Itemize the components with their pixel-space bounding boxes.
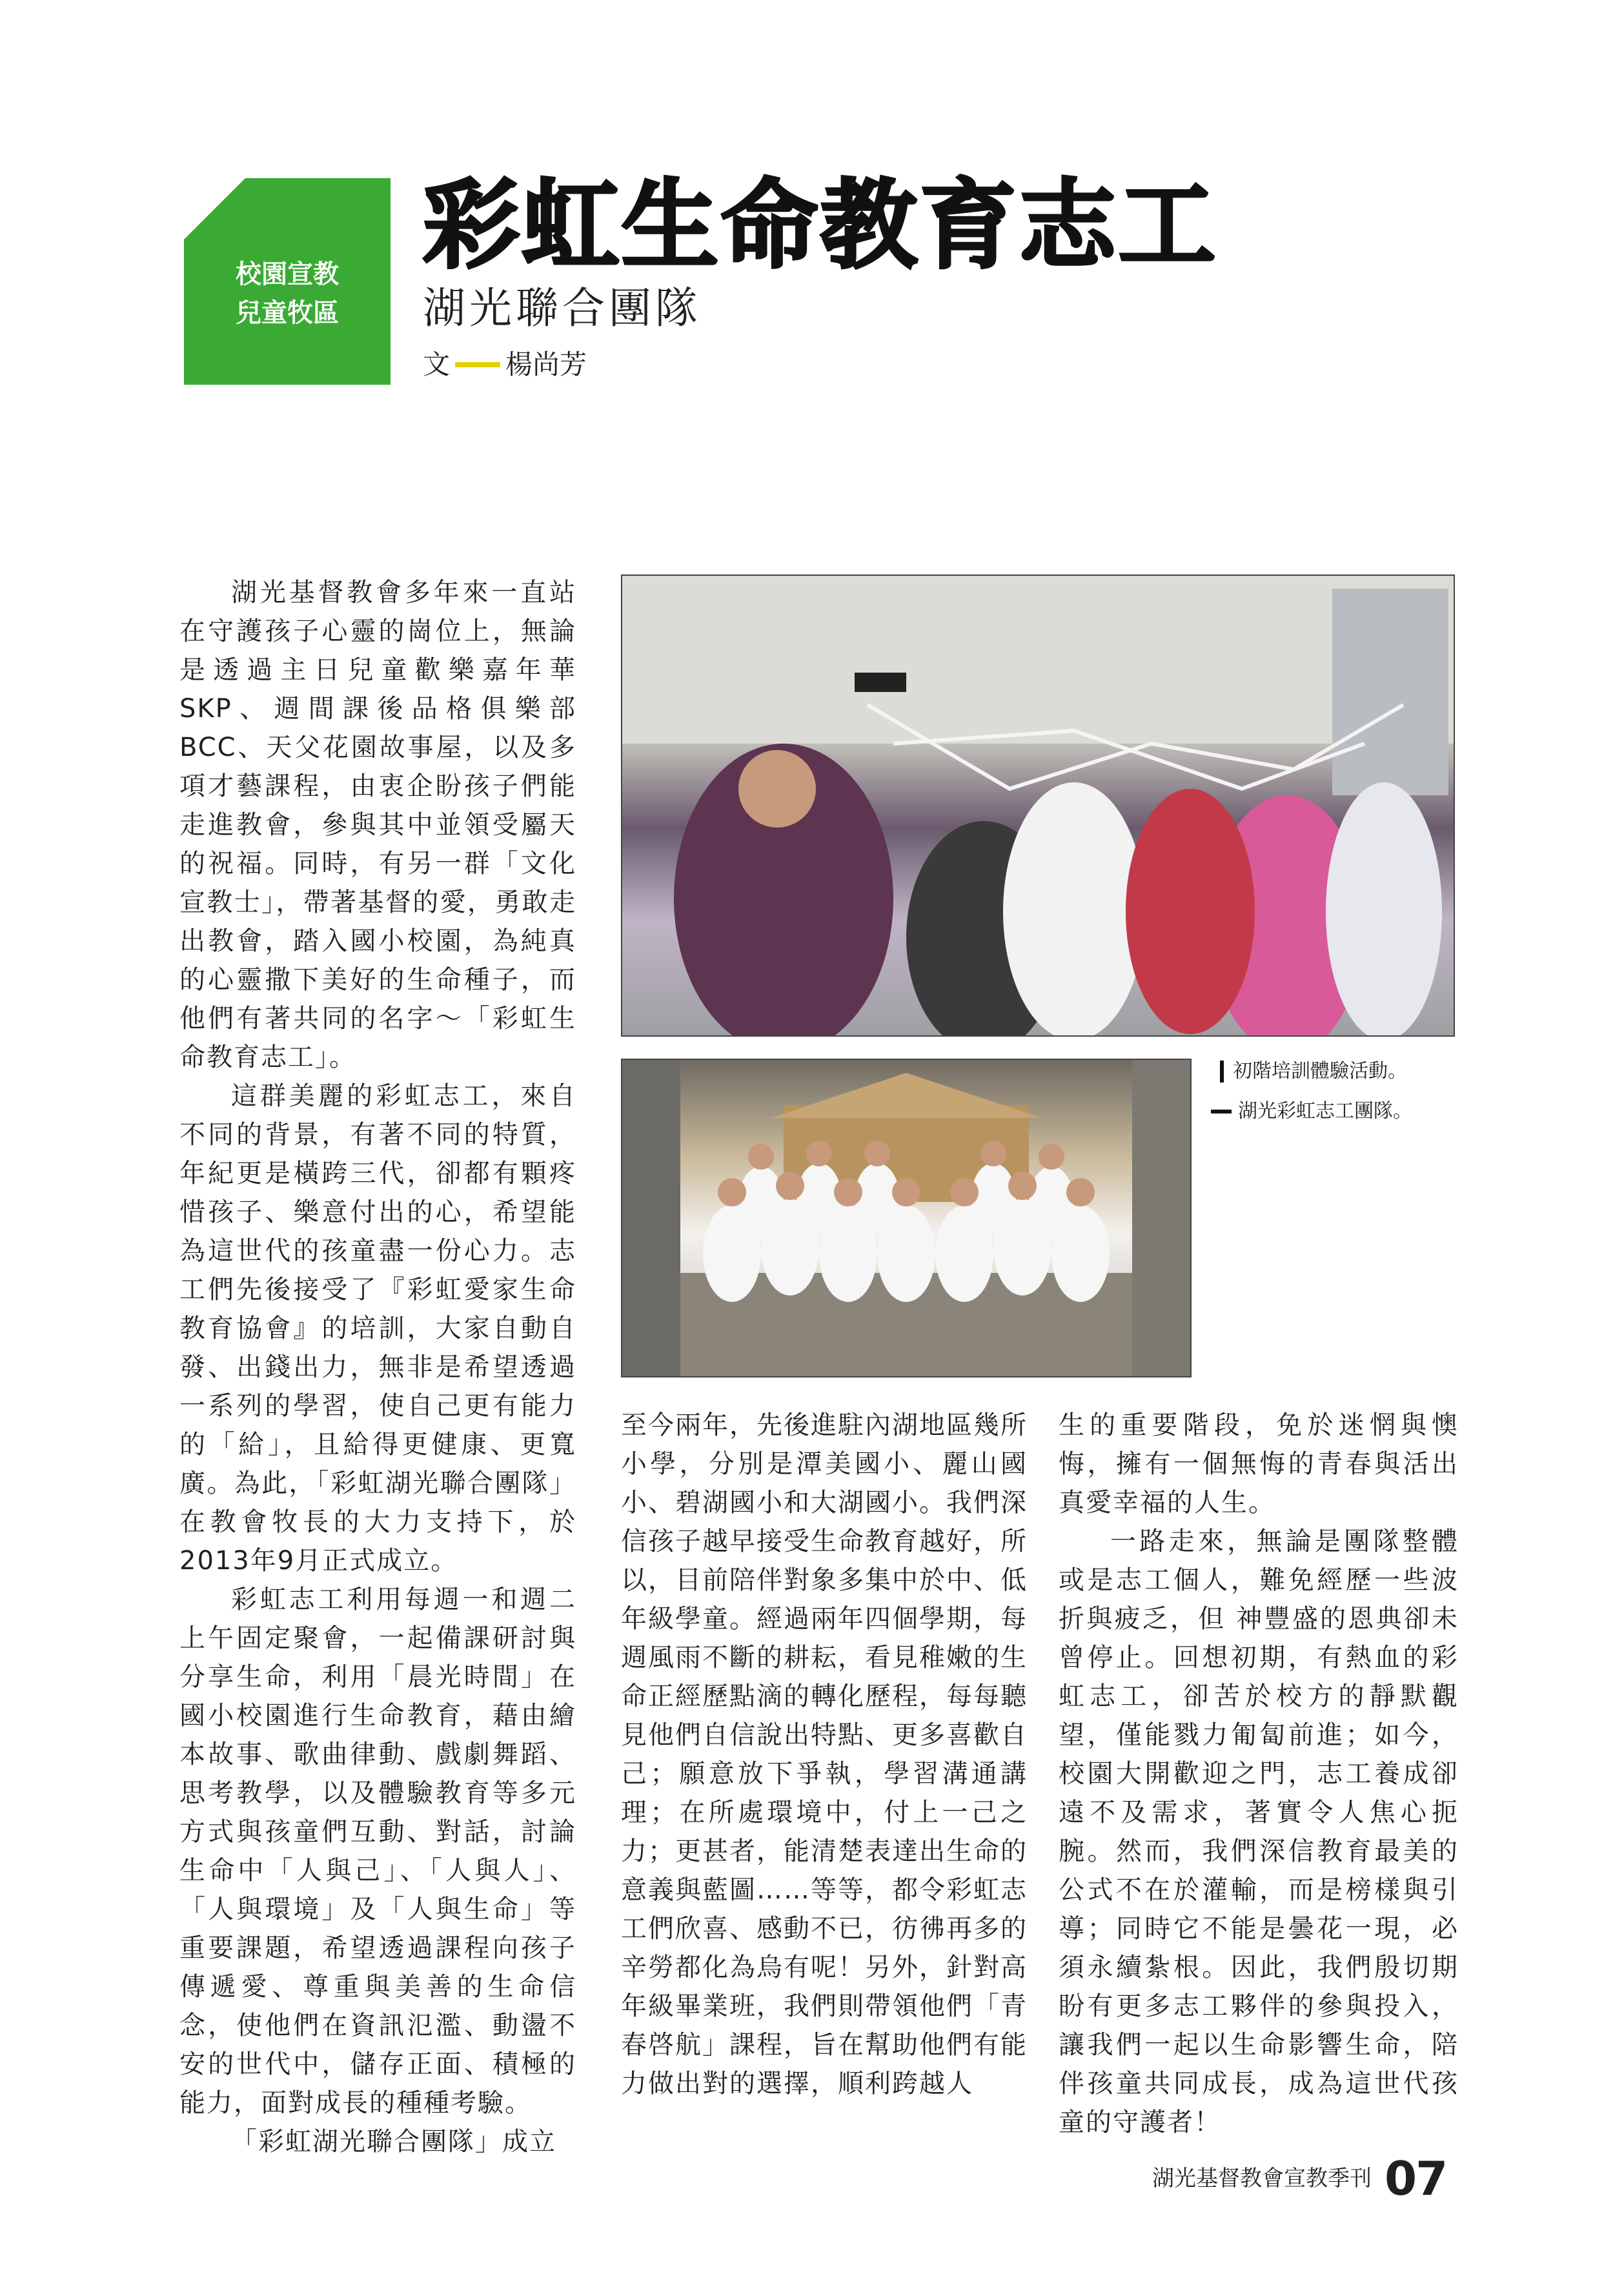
article-title: 彩虹生命教育志工 — [423, 170, 1219, 282]
text-column-3 — [1059, 1406, 1459, 2142]
paragraph: 「彩虹湖光聯合團隊」成立 — [231, 2127, 556, 2157]
byline-prefix: 文 — [423, 349, 451, 380]
byline-dash — [455, 362, 500, 367]
tag-line-2: 兒童牧區 — [236, 298, 339, 328]
caption-text: 初階培訓體驗活動。 — [1233, 1060, 1407, 1083]
page-footer — [1152, 2151, 1447, 2206]
page-number: 07 — [1385, 2151, 1447, 2206]
paragraph: 這群美麗的彩虹志工，來自不同的背景，有著不同的特質，年紀更是橫跨三代，卻都有顆疼惜孩子、樂意付出的心，希望能為這世代的孩童盡一份心力。志工們先後接受了『彩虹愛家生命教育協會』的培訓，大家自動自發、出錢出力，無非是希望透過一系列的學習，使自己更有能力的「給」，且給得更健康、更寬廣。為此，「彩虹湖光聯合團隊」在教會牧長的大力支持下，於2013年9月正式成立。 — [179, 1081, 576, 1576]
article-subtitle: 湖光聯合團隊 — [423, 283, 702, 333]
paragraph: 一路走來，無論是團隊整體或是志工個人，難免經歷一些波折與疲乏，但 神豐盛的恩典卻未曾停止。回想初期，有熱血的彩虹志工，卻苦於校方的靜默觀望，僅能戮力匍匐前進；如今，校園大開歡迎之門，志工養成卻遠不及需求，著實令人焦心扼腕。然而，我們深信教育最美的公式不在於灌輸，而是榜樣與引導；同時它不能是曇花一現，必須永續紮根。因此，我們殷切期盼有更多志工夥伴的參與投入，讓我們一起以生命影響生命，陪伴孩童共同成長，成為這世代孩童的守護者！ — [1059, 1527, 1459, 2137]
paragraph: 至今兩年，先後進駐內湖地區幾所小學，分別是潭美國小、麗山國小、碧湖國小和大湖國小。我們深信孩子越早接受生命教育越好，所以，目前陪伴對象多集中於中、低年級學童。經過兩年四個學期，每週風雨不斷的耕耘，看見稚嫩的生命正經歷點滴的轉化歷程，每每聽見他們自信說出特點、更多喜歡自己；願意放下爭執，學習溝通講理；在所處環境中，付上一己之力；更甚者，能清楚表達出生命的意義與藍圖……等等，都令彩虹志工們欣喜、感動不已，彷彿再多的辛勞都化為烏有呢！另外，針對高年級畢業班，我們則帶領他們「青春啓航」課程，旨在幫助他們有能力做出對的選擇，順利跨越人 — [621, 1410, 1028, 2099]
photo-placeholder-graphic — [622, 576, 1454, 1035]
paragraph: 湖光基督教會多年來一直站在守護孩子心靈的崗位上，無論是透過主日兒童歡樂嘉年華SKP、週間課後品格俱樂部BCC、天父花園故事屋，以及多項才藝課程，由衷企盼孩子們能走進教會，參與其中並領受屬天的祝福。同時，有另一群「文化宣教士」，帶著基督的愛，勇敢走出教會，踏入國小校園，為純真的心靈撒下美好的生命種子，而他們有著共同的名字～「彩虹生命教育志工」。 — [179, 578, 576, 1072]
caption-text: 湖光彩虹志工團隊。 — [1238, 1100, 1412, 1123]
publication-name: 湖光基督教會宣教季刊 — [1152, 2166, 1372, 2191]
section-tag-label — [184, 255, 391, 332]
tag-folded-corner — [184, 178, 245, 239]
text-column-1 — [179, 573, 576, 2161]
text-column-2 — [621, 1406, 1028, 2103]
caption-photo-1 — [1220, 1059, 1407, 1084]
paragraph: 生的重要階段，免於迷惘與懊悔，擁有一個無悔的青春與活出真愛幸福的人生。 — [1059, 1410, 1459, 1518]
tag-line-1: 校園宣教 — [236, 259, 339, 289]
byline — [423, 345, 587, 384]
volunteer-team-photo — [621, 1059, 1192, 1377]
caption-marker — [1220, 1061, 1224, 1083]
photo-placeholder-graphic — [622, 1060, 1190, 1376]
training-activity-photo — [621, 574, 1455, 1037]
paragraph: 彩虹志工利用每週一和週二上午固定聚會，一起備課研討與分享生命，利用「晨光時間」在國小校園進行生命教育，藉由繪本故事、歌曲律動、戲劇舞蹈、思考教學，以及體驗教育等多元方式與孩童們互動、對話，討論生命中「人與己」、「人與人」、「人與環境」及「人與生命」等重要課題，希望透過課程向孩子傳遞愛、尊重與美善的生命信念，使他們在資訊氾濫、動盪不安的世代中，儲存正面、積極的能力，面對成長的種種考驗。 — [179, 1585, 576, 2118]
caption-photo-2 — [1211, 1099, 1412, 1124]
caption-marker — [1211, 1110, 1232, 1113]
author-name: 楊尚芳 — [505, 349, 587, 380]
